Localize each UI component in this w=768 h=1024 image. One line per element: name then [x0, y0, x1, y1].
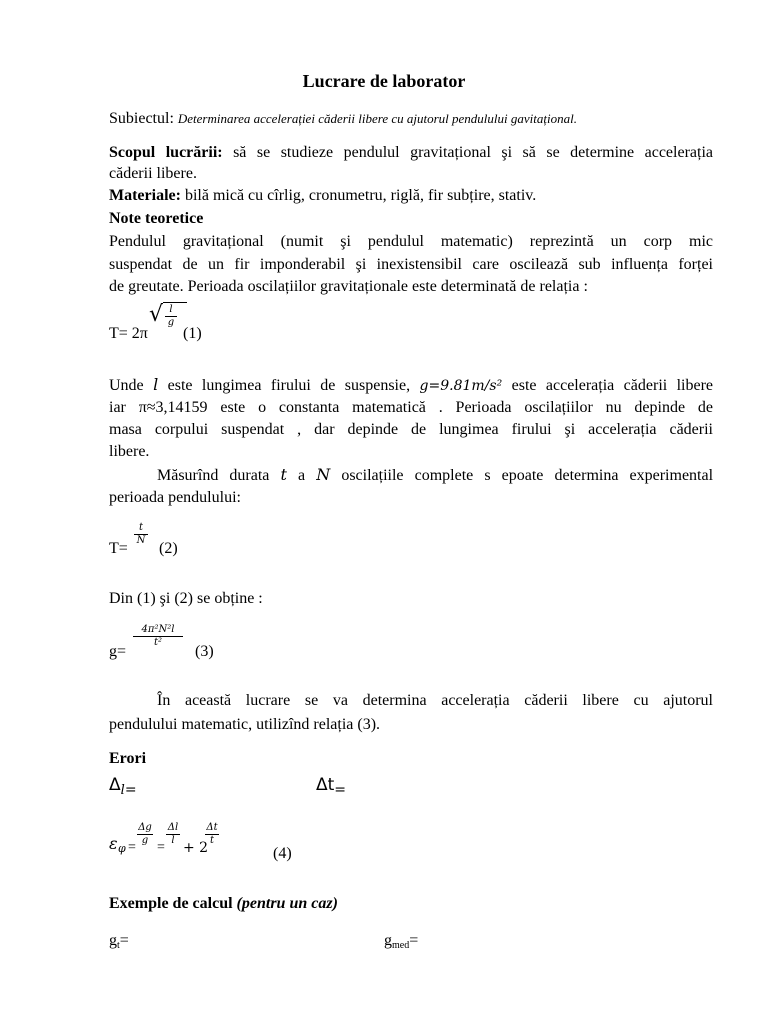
gt-symbol: g — [109, 932, 117, 949]
fraction-dt-t — [205, 822, 219, 847]
gmed-sub: med — [392, 940, 410, 951]
fraction-dl-l — [166, 822, 180, 847]
epsilon-symbol: ε — [109, 834, 118, 853]
para2-line-1 — [109, 375, 713, 396]
radical-bar — [163, 302, 187, 303]
formula-4 — [109, 820, 309, 865]
formula-3-fraction — [133, 624, 183, 649]
formula-3 — [109, 622, 249, 667]
materials-line — [109, 186, 536, 206]
t-den: t — [209, 835, 215, 846]
formula-1-num: l — [165, 304, 177, 317]
para2-g-value: g=9.81m/s² — [419, 378, 503, 394]
delta-l-symbol: Δ — [109, 775, 121, 795]
gt-sub: t — [117, 940, 120, 951]
gmed-symbol: g — [384, 932, 392, 949]
page-title: Lucrare de laborator — [302, 71, 466, 91]
formula-2-fraction — [134, 522, 148, 547]
theory-line-1: Pendulul gravitațional (numit şi pendulul matematic) reprezintă un corp mic — [109, 233, 713, 250]
eq-2: = — [157, 840, 165, 855]
formula-4-tag: (4) — [273, 845, 292, 862]
delta-l-eq: = — [124, 782, 137, 798]
dg-num: Δg — [138, 822, 152, 833]
gt-eq: = — [119, 932, 129, 949]
theory-heading: Note teoretice — [109, 210, 204, 227]
delta-t-symbol: Δt — [316, 775, 335, 795]
formula-1-radical: √ — [149, 302, 164, 327]
scope-label: Scopul lucrării: — [109, 144, 223, 161]
plus-two: + 2 — [183, 840, 209, 856]
delta-t-eq: = — [334, 782, 347, 798]
scope-text-1: să se studieze pendulul gravitațional şi să se determine accelerația — [233, 144, 714, 161]
para3-line-1 — [157, 465, 713, 486]
formula-3-tag: (3) — [195, 643, 214, 660]
para3-t-symbol: t — [280, 465, 287, 484]
gmed-eq: = — [409, 932, 419, 949]
eq-1: = — [128, 840, 136, 855]
formula-3-num: 4π²N²l — [133, 624, 183, 637]
g-den: g — [141, 835, 149, 846]
formula-2 — [109, 520, 209, 565]
para3-text-c: oscilațiile complete s epoate determina experimental — [341, 467, 714, 484]
delta-t-line — [316, 774, 346, 797]
epsilon-sub: φ — [118, 842, 126, 855]
errors-heading: Erori — [109, 750, 147, 767]
fraction-dg-g — [137, 822, 153, 847]
examples-heading: Exemple de calcul — [109, 895, 233, 912]
subject-label: Subiectul: — [109, 110, 174, 127]
para4-line-2: pendulului matematic, utilizînd relația (3). — [109, 716, 381, 733]
delta-l-sub: l — [120, 783, 125, 798]
formula-1-fraction — [165, 304, 177, 329]
subject-text: Determinarea accelerației căderii libere cu ajutorul pendulului gavitațional. — [177, 111, 577, 126]
examples-heading-line — [109, 894, 338, 914]
materials-text: bilă mică cu cîrlig, cronumetru, riglă, fir subțire, stativ. — [184, 187, 537, 204]
para2-text-b: este lungimea firului de suspensie, — [167, 377, 411, 394]
para4-line-1: În această lucrare se va determina accelerația căderii libere cu ajutorul — [157, 692, 713, 709]
para2-l-symbol: l — [153, 375, 159, 394]
formula-1-tag: (1) — [183, 325, 202, 342]
para3-text-b: a — [298, 467, 306, 484]
para2-line-2: iar π≈3,14159 este o constanta matematică . Perioada oscilațiilor nu depinde de — [109, 399, 713, 416]
formula-3-lhs: g= — [109, 643, 127, 660]
formula-1 — [109, 300, 229, 350]
para3-n-symbol: N — [316, 465, 331, 484]
formula-3-den: t² — [153, 637, 163, 648]
materials-label: Materiale: — [109, 187, 181, 204]
para2-line-4: libere. — [109, 443, 150, 460]
theory-line-3: de greutate. Perioada oscilațiilor gravitaționale este determinată de relația : — [109, 278, 588, 295]
subject-line — [109, 109, 577, 129]
scope-line-2: căderii libere. — [109, 165, 197, 182]
dl-num: Δl — [167, 822, 179, 833]
gmed-line — [384, 931, 418, 953]
delta-l-line — [109, 774, 137, 798]
para2-text-c: este accelerația căderii libere — [511, 377, 714, 394]
scope-line-1 — [109, 143, 713, 163]
l-den: l — [171, 835, 175, 846]
formula-1-den: g — [167, 317, 175, 328]
para3-line-2: perioada pendulului: — [109, 489, 241, 506]
derive-line: Din (1) şi (2) se obține : — [109, 590, 263, 607]
formula-2-tag: (2) — [159, 540, 178, 557]
dt-num: Δt — [206, 822, 218, 833]
formula-2-den: N — [136, 535, 146, 546]
formula-2-num: t — [134, 522, 148, 535]
gt-line — [109, 931, 129, 953]
examples-paren: (pentru un caz) — [236, 895, 338, 912]
para3-text-a: Măsurînd durata — [157, 467, 270, 484]
para2-line-3: masa corpului suspendat , dar depinde de lungimea firului şi accelerația căderii — [109, 421, 713, 438]
formula-2-lhs: T= — [109, 540, 128, 557]
formula-1-lhs: T= 2π — [109, 325, 148, 342]
theory-line-2: suspendat de un fir imponderabil şi inexistensibil care oscilează sub influența forței — [109, 256, 713, 273]
para2-text-a: Unde — [109, 377, 144, 394]
